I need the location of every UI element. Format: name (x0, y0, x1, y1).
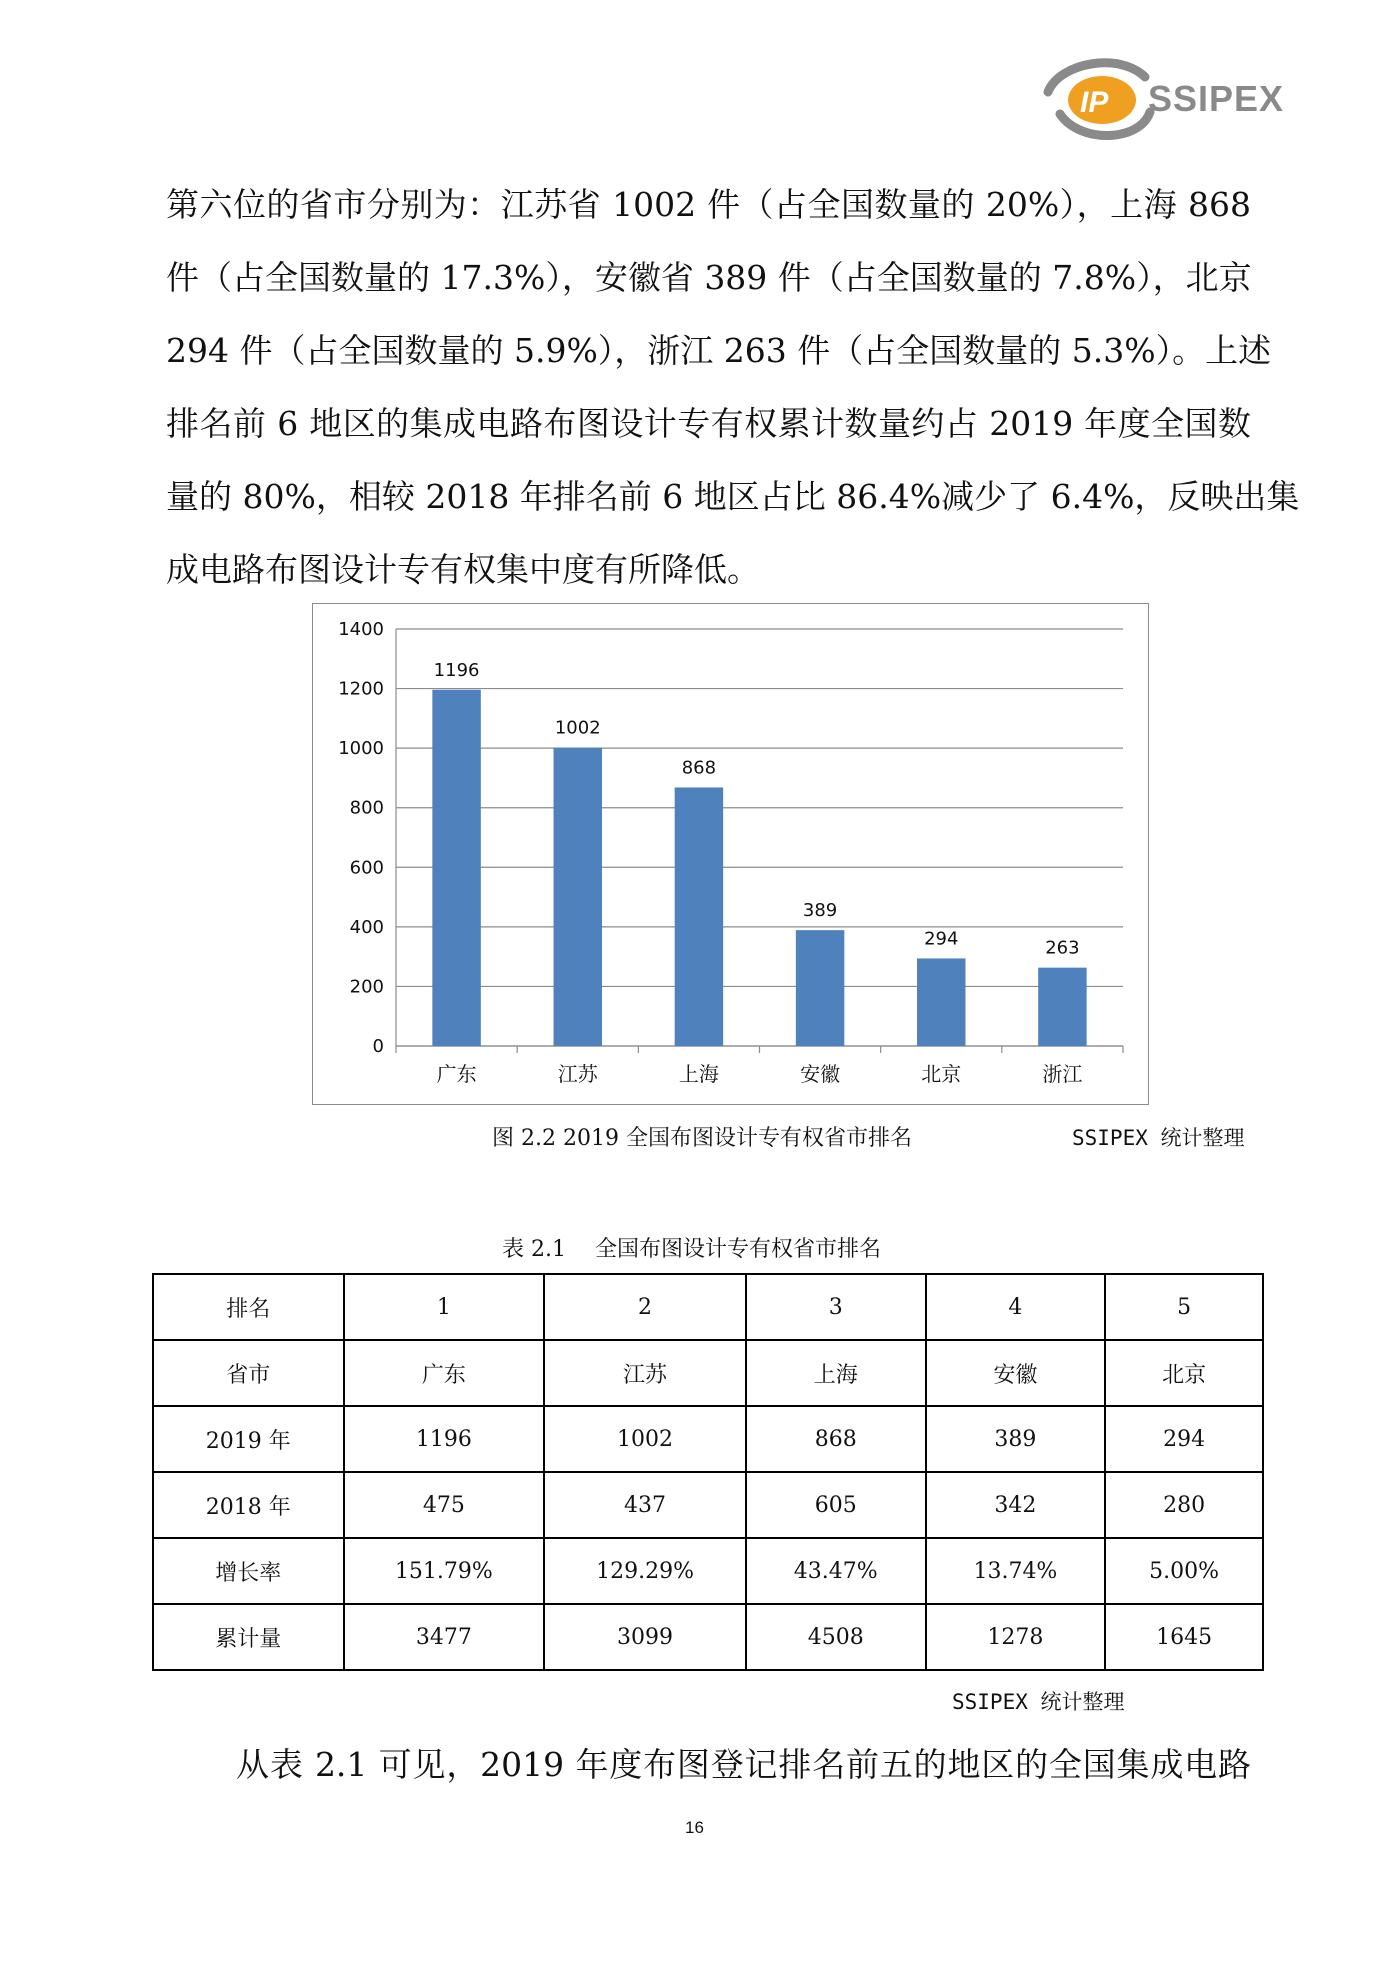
y-tick-label: 400 (349, 916, 384, 938)
intro-line: 第六位的省市分别为：江苏省 1002 件（占全国数量的 20%），上海 868 (166, 185, 1251, 224)
table-cell: 北京 (1105, 1340, 1263, 1406)
table-cell: 4508 (746, 1604, 926, 1670)
table-cell: 437 (544, 1472, 746, 1538)
table-cell: 389 (926, 1406, 1106, 1472)
table-cell: 151.79% (344, 1538, 545, 1604)
table-cell: 5 (1105, 1274, 1263, 1340)
x-tick-label: 广东 (436, 1062, 477, 1086)
figure-credit: SSIPEX 统计整理 (1072, 1126, 1245, 1150)
table-cell: 294 (1105, 1406, 1263, 1472)
y-tick-label: 800 (349, 797, 384, 819)
bar (796, 930, 844, 1046)
data-label: 294 (924, 928, 959, 950)
intro-line: 量的 80%，相较 2018 年排名前 6 地区占比 86.4%减少了 6.4%，反映出集 (166, 477, 1300, 516)
x-tick-label: 北京 (921, 1062, 962, 1086)
table-cell: 5.00% (1105, 1538, 1263, 1604)
row-header-cell: 增长率 (153, 1538, 344, 1604)
row-header-cell: 累计量 (153, 1604, 344, 1670)
table-cell: 3 (746, 1274, 926, 1340)
table-cell: 江苏 (544, 1340, 746, 1406)
intro-line: 成电路布图设计专有权集中度有所降低。 (166, 550, 760, 589)
table-cell: 4 (926, 1274, 1106, 1340)
table-cell: 安徽 (926, 1340, 1106, 1406)
table-cell: 1 (344, 1274, 545, 1340)
table-cell: 868 (746, 1406, 926, 1472)
data-label: 868 (681, 757, 717, 779)
table-cell: 广东 (344, 1340, 545, 1406)
table-cell: 1645 (1105, 1604, 1263, 1670)
x-tick-label: 上海 (678, 1062, 719, 1086)
table-cell: 475 (344, 1472, 545, 1538)
data-label: 263 (1045, 937, 1080, 959)
data-label: 389 (802, 900, 838, 922)
page-number: 16 (685, 1818, 704, 1837)
outro-line: 从表 2.1 可见，2019 年度布图登记排名前五的地区的全国集成电路 (236, 1745, 1251, 1784)
bar (675, 787, 723, 1046)
table-cell: 2 (544, 1274, 746, 1340)
table-cell: 1196 (344, 1406, 545, 1472)
table-row (153, 1604, 1263, 1670)
table-credit: SSIPEX 统计整理 (952, 1690, 1125, 1714)
table-row (153, 1274, 1263, 1340)
data-label: 1196 (433, 659, 480, 681)
ranking-table (152, 1273, 1264, 1671)
table-cell: 3099 (544, 1604, 746, 1670)
x-tick-label: 浙江 (1042, 1062, 1083, 1086)
row-header-cell: 2019 年 (153, 1406, 344, 1472)
y-tick-label: 1400 (338, 619, 384, 640)
y-tick-label: 1200 (338, 678, 384, 700)
bar (917, 958, 965, 1046)
table-cell: 1278 (926, 1604, 1106, 1670)
logo-mark: IP (1080, 86, 1109, 119)
table-cell: 129.29% (544, 1538, 746, 1604)
y-tick-label: 1000 (338, 738, 384, 760)
row-header-cell: 排名 (153, 1274, 344, 1340)
intro-line: 件（占全国数量的 17.3%），安徽省 389 件（占全国数量的 7.8%），北京 (166, 258, 1252, 297)
table-cell: 13.74% (926, 1538, 1106, 1604)
intro-paragraph (166, 168, 1300, 606)
figure-caption: 图 2.2 2019 全国布图设计专有权省市排名 (492, 1126, 912, 1151)
table-cell: 43.47% (746, 1538, 926, 1604)
row-header-cell: 省市 (153, 1340, 344, 1406)
table-cell: 280 (1105, 1472, 1263, 1538)
intro-line: 排名前 6 地区的集成电路布图设计专有权累计数量约占 2019 年度全国数 (166, 404, 1251, 443)
table-cell: 上海 (746, 1340, 926, 1406)
table-cell: 1002 (544, 1406, 746, 1472)
table-row (153, 1472, 1263, 1538)
y-tick-label: 600 (349, 857, 384, 879)
intro-line: 294 件（占全国数量的 5.9%），浙江 263 件（占全国数量的 5.3%）。上述 (166, 331, 1272, 370)
table-cell: 605 (746, 1472, 926, 1538)
outro-paragraph (236, 1728, 1251, 1801)
table-row (153, 1406, 1263, 1472)
table-row (153, 1538, 1263, 1604)
table-cell: 342 (926, 1472, 1106, 1538)
bar-chart (312, 603, 1149, 1105)
y-tick-label: 0 (372, 1036, 384, 1057)
bar (1038, 968, 1086, 1046)
x-tick-label: 江苏 (557, 1062, 598, 1086)
data-label: 1002 (554, 717, 601, 739)
bar-chart-svg (313, 604, 1148, 1104)
row-header-cell: 2018 年 (153, 1472, 344, 1538)
y-tick-label: 200 (349, 976, 384, 998)
logo-text: SSIPEX (1148, 78, 1285, 119)
table-row (153, 1340, 1263, 1406)
x-tick-label: 安徽 (800, 1062, 841, 1086)
bar (432, 690, 480, 1046)
table-caption: 表 2.1 全国布图设计专有权省市排名 (502, 1237, 881, 1262)
table-cell: 3477 (344, 1604, 545, 1670)
bar (554, 748, 602, 1046)
